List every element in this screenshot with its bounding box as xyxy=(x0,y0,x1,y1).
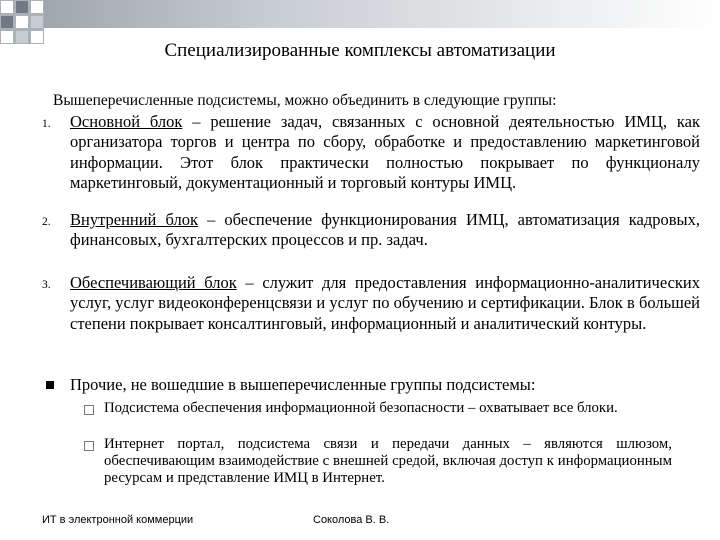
intro-text: Вышеперечисленные подсистемы, можно объединить в следующие группы: xyxy=(53,92,557,109)
square-bullet-icon xyxy=(46,381,54,389)
checkbox-bullet-icon xyxy=(84,441,94,451)
list-item-support-block xyxy=(70,273,700,334)
corner-decoration xyxy=(0,0,44,44)
list-item-other: Прочие, не вошедшие в вышеперечисленные группы подсистемы: xyxy=(70,375,536,394)
checkbox-bullet-icon xyxy=(84,405,94,415)
item-lead: Основной блок xyxy=(70,112,183,131)
sub-item-portal: Интернет портал, подсистема связи и передачи данных – являются шлюзом, обеспечивающим взаимодействие с внешней средой, включая доступ к информационным ресурсам и представление ИМЦ в Интернет. xyxy=(104,436,672,486)
slide-title: Специализированные комплексы автоматизации xyxy=(164,40,556,61)
footer-author: Соколова В. В. xyxy=(313,514,390,526)
list-marker-1: 1. xyxy=(42,118,51,130)
list-item-internal-block xyxy=(70,210,700,251)
item-lead: Обеспечивающий блок xyxy=(70,273,237,292)
list-marker-2: 2. xyxy=(42,216,51,228)
item-lead: Внутренний блок xyxy=(70,210,198,229)
sub-item-security: Подсистема обеспечения информационной безопасности – охватывает все блоки. xyxy=(104,400,618,416)
item-text: – служит для предоставления информационно-аналитических услуг, услуг видеоконференцсвязи и услуг по обучению и сертификации. Блок в большей степени покрывает консалтинговый, информационный и аналитический контуры. xyxy=(70,273,700,333)
header-gradient-bar xyxy=(44,0,720,28)
footer-course: ИТ в электронной коммерции xyxy=(42,514,194,526)
list-item-main-block xyxy=(70,112,700,194)
list-marker-3: 3. xyxy=(42,279,51,291)
item-text: – обеспечение функционирования ИМЦ, автоматизация кадровых, финансовых, бухгалтерских процессов и пр. задач. xyxy=(70,210,700,250)
item-text: – решение задач, связанных с основной деятельностью ИМЦ, как организатора торгов и центра по сбору, обработке и предоставлению маркетинговой информации. Этот блок практически полностью покрывает по функционалу маркетинговый, документационный и торговый контуры ИМЦ. xyxy=(70,112,700,193)
